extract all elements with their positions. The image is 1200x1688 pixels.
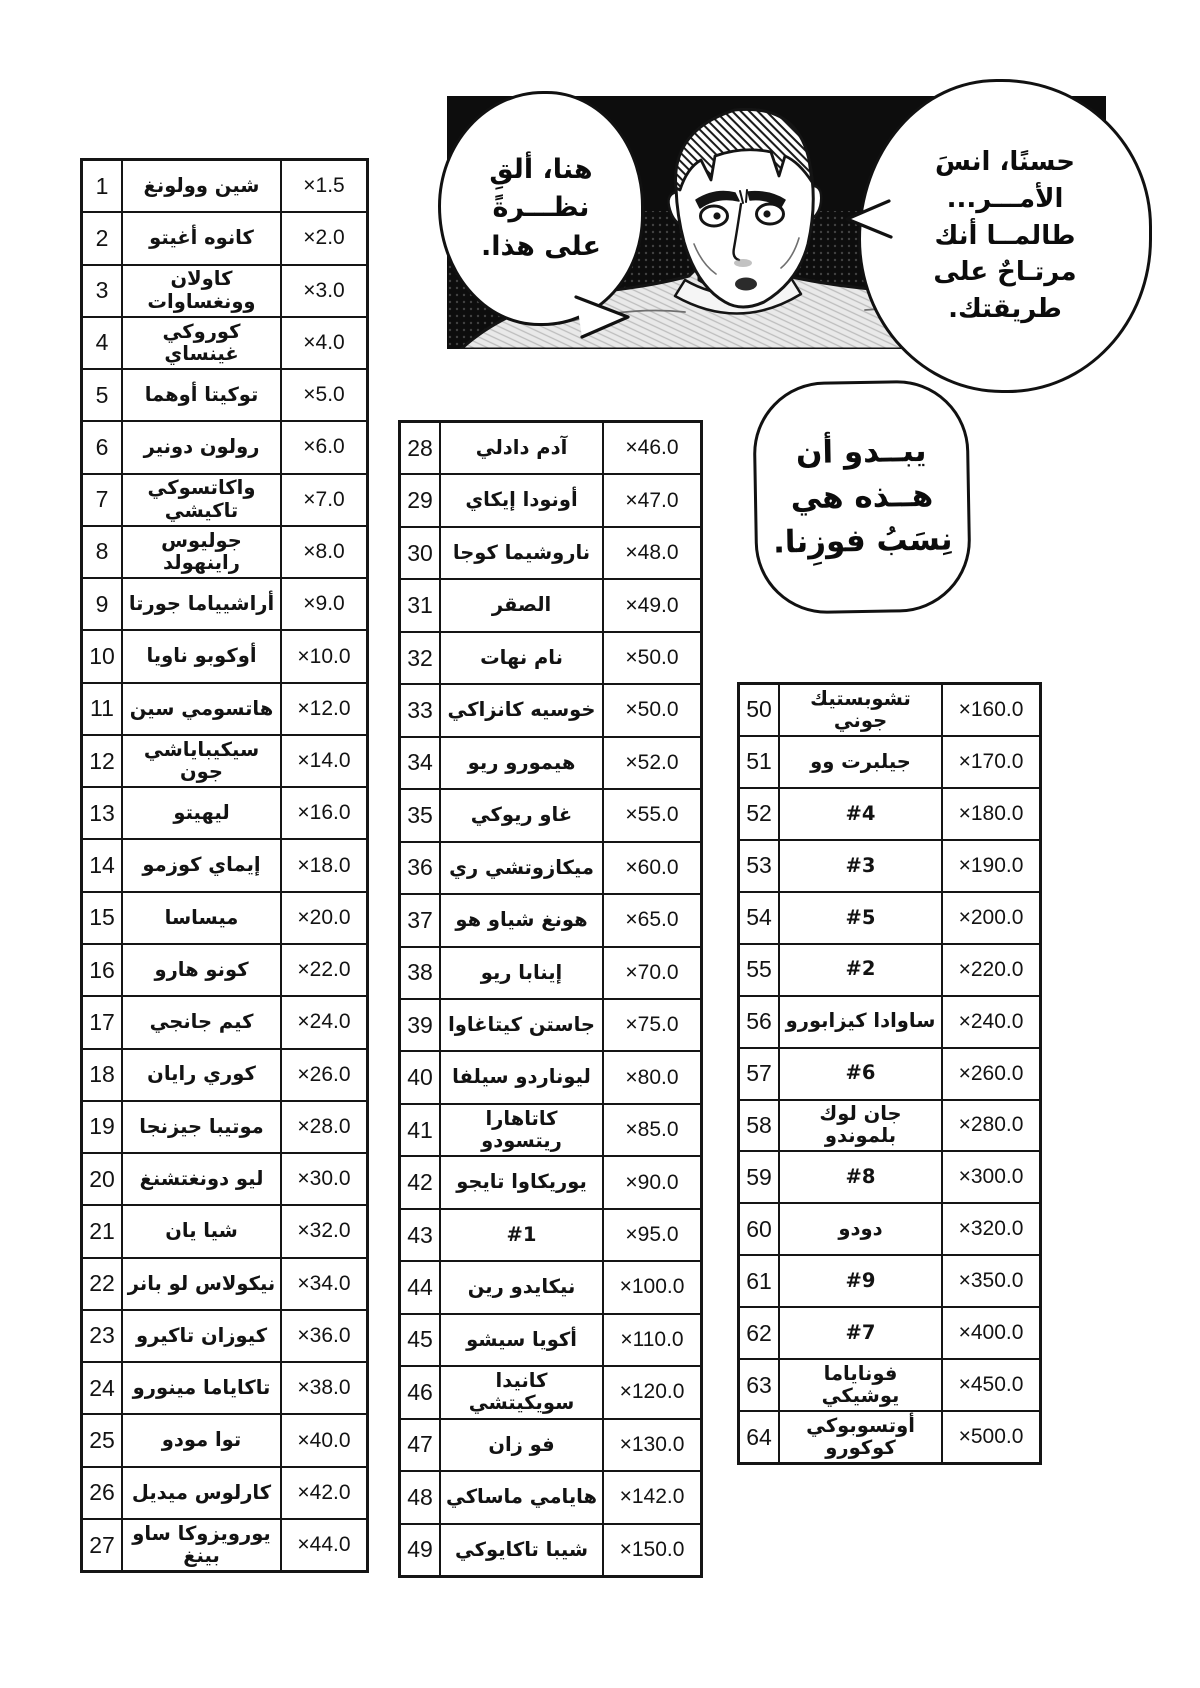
multiplier-cell: ×3.0: [303, 278, 345, 302]
table-row: [83, 1413, 366, 1465]
speech-bubble-right-text: [933, 144, 1076, 329]
name-cell: فو زان: [439, 1420, 604, 1470]
table-row: [83, 1361, 366, 1413]
rank-cell: 22: [89, 1270, 115, 1297]
rank-cell: 43: [407, 1221, 433, 1248]
table-row: [401, 526, 700, 578]
table-row: [740, 839, 1039, 891]
table-row: [401, 631, 700, 683]
rank-cell: 33: [407, 696, 433, 723]
rank-cell: 37: [407, 906, 433, 933]
name-cell: ناروشيما كوجا: [439, 528, 604, 578]
name-cell: غاو ريوكي: [439, 790, 604, 840]
name-cell: كوروكي غينساي: [121, 318, 282, 368]
multiplier-cell: ×52.0: [625, 750, 679, 774]
multiplier-cell: ×5.0: [303, 383, 345, 407]
table-row: [401, 736, 700, 788]
name-cell: كانوه أغيتو: [121, 213, 282, 263]
table-row: [401, 423, 700, 473]
table-row: [83, 577, 366, 629]
name-cell: توكيتا أوهما: [121, 370, 282, 420]
table-row: [401, 473, 700, 525]
name-cell: كوري رايان: [121, 1050, 282, 1100]
rank-cell: 46: [407, 1378, 433, 1405]
rank-cell: 62: [746, 1319, 772, 1346]
multiplier-cell: ×4.0: [303, 330, 345, 354]
table-row: [83, 786, 366, 838]
multiplier-cell: ×60.0: [625, 855, 679, 879]
text-line: على هذا.: [480, 230, 601, 262]
rank-cell: 53: [746, 852, 772, 879]
name-cell: كونو هارو: [121, 945, 282, 995]
table-row: [83, 525, 366, 577]
speech-bubble-left-text: [481, 151, 601, 266]
name-cell: أونودا إيكاي: [439, 475, 604, 525]
multiplier-cell: ×280.0: [958, 1113, 1024, 1137]
name-cell: ليهيتو: [121, 788, 282, 838]
table-row: [740, 1202, 1039, 1254]
table-row: [83, 1466, 366, 1518]
rank-cell: 44: [407, 1273, 433, 1300]
multiplier-cell: ×130.0: [619, 1432, 685, 1456]
multiplier-cell: ×150.0: [619, 1537, 685, 1561]
name-cell: أراشيياما جورتا: [121, 579, 282, 629]
multiplier-cell: ×20.0: [297, 905, 351, 929]
name-cell: أوكوبو ناويا: [121, 631, 282, 681]
table-row: [401, 1313, 700, 1365]
name-cell: رولون دونير: [121, 422, 282, 472]
name-cell: أوتسوبوكي كوكورو: [778, 1412, 943, 1462]
name-cell: هاتسومي سين: [121, 684, 282, 734]
name-cell: هيمورو ريو: [439, 738, 604, 788]
name-cell: سيكيباياشي جون: [121, 736, 282, 786]
multiplier-cell: ×18.0: [297, 853, 351, 877]
rank-cell: 27: [89, 1531, 115, 1558]
rank-cell: 49: [407, 1536, 433, 1563]
table-row: [83, 943, 366, 995]
table-row: [83, 995, 366, 1047]
table-row: [401, 1208, 700, 1260]
table-row: [83, 316, 366, 368]
name-cell: كيم جانجي: [121, 997, 282, 1047]
table-row: [401, 683, 700, 735]
rank-cell: 12: [89, 747, 115, 774]
name-cell: توا مودو: [121, 1415, 282, 1465]
multiplier-cell: ×350.0: [958, 1269, 1024, 1293]
name-cell: كاتاهارا ريتسودو: [439, 1105, 604, 1155]
win-rates-table-2: [398, 420, 703, 1578]
multiplier-cell: ×40.0: [297, 1428, 351, 1452]
table-row: [401, 1103, 700, 1155]
rank-cell: 34: [407, 749, 433, 776]
rank-cell: 18: [89, 1061, 115, 1088]
multiplier-cell: ×240.0: [958, 1009, 1024, 1033]
name-cell: #6: [778, 1049, 943, 1099]
rank-cell: 32: [407, 644, 433, 671]
name-cell: كيوزان تاكيرو: [121, 1311, 282, 1361]
rank-cell: 1: [95, 172, 109, 199]
rank-cell: 20: [89, 1165, 115, 1192]
name-cell: نيكولاس لو بانر: [121, 1259, 282, 1309]
rank-cell: 48: [407, 1483, 433, 1510]
rank-cell: 5: [95, 381, 109, 408]
multiplier-cell: ×65.0: [625, 908, 679, 932]
name-cell: #9: [778, 1256, 943, 1306]
name-cell: ميكازوتشي ري: [439, 843, 604, 893]
table-row: [401, 1155, 700, 1207]
multiplier-cell: ×28.0: [297, 1114, 351, 1138]
name-cell: جاستن كيتاغاوا: [439, 1000, 604, 1050]
rank-cell: 59: [746, 1163, 772, 1190]
name-cell: هايامي ماساكي: [439, 1472, 604, 1522]
rank-cell: 14: [89, 852, 115, 879]
table-row: [401, 788, 700, 840]
multiplier-cell: ×80.0: [625, 1065, 679, 1089]
win-rates-table-3: [737, 682, 1042, 1465]
speech-bubble-left: [438, 91, 644, 326]
rank-cell: 57: [746, 1060, 772, 1087]
name-cell: موتيبا جيزنجا: [121, 1102, 282, 1152]
table-row: [83, 682, 366, 734]
multiplier-cell: ×190.0: [958, 853, 1024, 877]
text-line: هنا، ألقِ: [489, 154, 593, 185]
table-row: [83, 891, 366, 943]
name-cell: خوسيه كانزاكي: [439, 685, 604, 735]
multiplier-cell: ×14.0: [297, 749, 351, 773]
rank-cell: 35: [407, 801, 433, 828]
rank-cell: 40: [407, 1064, 433, 1091]
rank-cell: 13: [89, 799, 115, 826]
table-row: [740, 685, 1039, 735]
table-row: [83, 420, 366, 472]
name-cell: آدم دادلي: [439, 423, 604, 473]
name-cell: يورويزوكا ساو بينغ: [121, 1520, 282, 1570]
multiplier-cell: ×120.0: [619, 1380, 685, 1404]
rank-cell: 28: [407, 434, 433, 461]
name-cell: دودو: [778, 1204, 943, 1254]
table-row: [740, 1306, 1039, 1358]
multiplier-cell: ×7.0: [303, 487, 345, 511]
name-cell: #4: [778, 789, 943, 839]
rank-cell: 60: [746, 1215, 772, 1242]
multiplier-cell: ×180.0: [958, 801, 1024, 825]
table-row: [83, 211, 366, 263]
multiplier-cell: ×30.0: [297, 1167, 351, 1191]
table-row: [740, 1254, 1039, 1306]
name-cell: نيكايدو رين: [439, 1262, 604, 1312]
rank-cell: 55: [746, 956, 772, 983]
name-cell: كارلوس ميديل: [121, 1468, 282, 1518]
rank-cell: 24: [89, 1374, 115, 1401]
table-row: [401, 1523, 700, 1575]
multiplier-cell: ×42.0: [297, 1480, 351, 1504]
table-row: [401, 1418, 700, 1470]
table-row: [401, 946, 700, 998]
table-row: [740, 1358, 1039, 1410]
table-row: [740, 787, 1039, 839]
name-cell: جان لوك بلموندو: [778, 1101, 943, 1151]
rank-cell: 64: [746, 1423, 772, 1450]
name-cell: تاكاياما مينورو: [121, 1363, 282, 1413]
multiplier-cell: ×12.0: [297, 696, 351, 720]
table-row: [83, 1048, 366, 1100]
name-cell: #3: [778, 841, 943, 891]
multiplier-cell: ×220.0: [958, 957, 1024, 981]
multiplier-cell: ×75.0: [625, 1013, 679, 1037]
table-row: [83, 734, 366, 786]
multiplier-cell: ×9.0: [303, 592, 345, 616]
multiplier-cell: ×8.0: [303, 539, 345, 563]
table-row: [401, 893, 700, 945]
table-row: [83, 838, 366, 890]
rank-cell: 51: [746, 748, 772, 775]
multiplier-cell: ×34.0: [297, 1271, 351, 1295]
rank-cell: 19: [89, 1113, 115, 1140]
table-row: [401, 1470, 700, 1522]
table-row: [83, 1204, 366, 1256]
name-cell: كانيدا سويكيتشي: [439, 1367, 604, 1417]
table-row: [401, 841, 700, 893]
rank-cell: 58: [746, 1111, 772, 1138]
name-cell: كاولان وونغساوات: [121, 266, 282, 316]
name-cell: الصقر: [439, 580, 604, 630]
win-rates-table-1: [80, 158, 369, 1573]
table-row: [740, 995, 1039, 1047]
rank-cell: 4: [95, 329, 109, 356]
rank-cell: 17: [89, 1008, 115, 1035]
multiplier-cell: ×55.0: [625, 803, 679, 827]
table-row: [740, 1150, 1039, 1202]
multiplier-cell: ×32.0: [297, 1219, 351, 1243]
multiplier-cell: ×1.5: [303, 174, 345, 198]
rank-cell: 3: [95, 277, 109, 304]
name-cell: إينابا ريو: [439, 948, 604, 998]
speech-bubble-left-tail-icon: [572, 295, 634, 341]
caption-bubble-text: [771, 428, 953, 566]
multiplier-cell: ×49.0: [625, 593, 679, 617]
name-cell: فوناياما يوشيكي: [778, 1360, 943, 1410]
rank-cell: 23: [89, 1322, 115, 1349]
name-cell: نام نهات: [439, 633, 604, 683]
table-row: [401, 1365, 700, 1417]
name-cell: #7: [778, 1308, 943, 1358]
rank-cell: 21: [89, 1217, 115, 1244]
multiplier-cell: ×10.0: [297, 644, 351, 668]
name-cell: واكاتسوكي تاكيشي: [121, 475, 282, 525]
multiplier-cell: ×450.0: [958, 1373, 1024, 1397]
table-row: [83, 1309, 366, 1361]
multiplier-cell: ×38.0: [297, 1376, 351, 1400]
multiplier-cell: ×170.0: [958, 749, 1024, 773]
name-cell: ميساسا: [121, 893, 282, 943]
rank-cell: 30: [407, 539, 433, 566]
name-cell: هونغ شياو هو: [439, 895, 604, 945]
multiplier-cell: ×44.0: [297, 1533, 351, 1557]
rank-cell: 6: [95, 433, 109, 460]
name-cell: شين وولونغ: [121, 161, 282, 211]
table-row: [83, 161, 366, 211]
text-line: مرتـاحٌ على: [933, 257, 1077, 288]
name-cell: ليوناردو سيلفا: [439, 1052, 604, 1102]
table-row: [740, 891, 1039, 943]
multiplier-cell: ×50.0: [625, 646, 679, 670]
rank-cell: 2: [95, 224, 109, 251]
multiplier-cell: ×110.0: [620, 1327, 684, 1351]
rank-cell: 52: [746, 800, 772, 827]
name-cell: تشوبستيك جوني: [778, 685, 943, 735]
multiplier-cell: ×85.0: [625, 1118, 679, 1142]
speech-bubble-right: [858, 79, 1152, 393]
multiplier-cell: ×50.0: [625, 698, 679, 722]
rank-cell: 47: [407, 1431, 433, 1458]
rank-cell: 42: [407, 1169, 433, 1196]
rank-cell: 56: [746, 1008, 772, 1035]
name-cell: شيا يان: [121, 1206, 282, 1256]
table-row: [83, 1100, 366, 1152]
text-line: طريقتك.: [948, 294, 1062, 325]
table-row: [83, 1152, 366, 1204]
multiplier-cell: ×6.0: [303, 435, 345, 459]
rank-cell: 16: [89, 956, 115, 983]
multiplier-cell: ×22.0: [297, 958, 351, 982]
name-cell: #8: [778, 1152, 943, 1202]
multiplier-cell: ×90.0: [625, 1170, 679, 1194]
table-row: [83, 1257, 366, 1309]
rank-cell: 8: [95, 538, 109, 565]
multiplier-cell: ×160.0: [958, 697, 1024, 721]
rank-cell: 10: [89, 643, 115, 670]
name-cell: #2: [778, 945, 943, 995]
name-cell: إيماي كوزمو: [121, 840, 282, 890]
text-line: الأمـــر...: [946, 183, 1064, 214]
rank-cell: 29: [407, 487, 433, 514]
multiplier-cell: ×47.0: [625, 488, 679, 512]
multiplier-cell: ×70.0: [625, 960, 679, 984]
multiplier-cell: ×100.0: [619, 1275, 685, 1299]
rank-cell: 26: [89, 1479, 115, 1506]
text-line: هــذه هي: [790, 477, 934, 516]
multiplier-cell: ×95.0: [625, 1223, 679, 1247]
text-line: نِسَبُ فوزِنا.: [772, 521, 953, 562]
multiplier-cell: ×400.0: [958, 1321, 1024, 1345]
table-row: [740, 1047, 1039, 1099]
rank-cell: 15: [89, 904, 115, 931]
rank-cell: 41: [407, 1116, 433, 1143]
rank-cell: 61: [746, 1267, 772, 1294]
rank-cell: 54: [746, 904, 772, 931]
rank-cell: 9: [95, 590, 109, 617]
table-row: [83, 264, 366, 316]
multiplier-cell: ×200.0: [958, 905, 1024, 929]
table-row: [740, 1410, 1039, 1462]
name-cell: أكويا سيشو: [439, 1315, 604, 1365]
name-cell: يوريكاوا تايجو: [439, 1157, 604, 1207]
table-row: [740, 943, 1039, 995]
multiplier-cell: ×260.0: [958, 1061, 1024, 1085]
multiplier-cell: ×320.0: [958, 1217, 1024, 1241]
rank-cell: 45: [407, 1326, 433, 1353]
table-row: [401, 1050, 700, 1102]
multiplier-cell: ×142.0: [619, 1485, 685, 1509]
multiplier-cell: ×46.0: [625, 436, 679, 460]
rank-cell: 39: [407, 1011, 433, 1038]
name-cell: جوليوس راينهولد: [121, 527, 282, 577]
rank-cell: 11: [90, 695, 114, 722]
table-row: [401, 578, 700, 630]
caption-bubble: [752, 379, 972, 615]
table-row: [83, 368, 366, 420]
multiplier-cell: ×2.0: [303, 226, 345, 250]
speech-bubble-right-tail-icon: [843, 199, 895, 241]
rank-cell: 63: [746, 1371, 772, 1398]
table-row: [83, 473, 366, 525]
table-row: [83, 1518, 366, 1570]
table-row: [83, 629, 366, 681]
multiplier-cell: ×16.0: [297, 801, 351, 825]
text-line: طالمــا أنك: [934, 220, 1076, 251]
multiplier-cell: ×24.0: [297, 1010, 351, 1034]
rank-cell: 25: [89, 1427, 115, 1453]
rank-cell: 31: [407, 592, 433, 619]
multiplier-cell: ×500.0: [958, 1425, 1024, 1449]
table-row: [740, 1099, 1039, 1151]
table-row: [401, 1260, 700, 1312]
multiplier-cell: ×36.0: [297, 1323, 351, 1347]
multiplier-cell: ×26.0: [297, 1062, 351, 1086]
name-cell: #1: [439, 1210, 604, 1260]
rank-cell: 50: [746, 696, 772, 723]
table-row: [401, 998, 700, 1050]
table-row: [740, 735, 1039, 787]
multiplier-cell: ×300.0: [958, 1165, 1024, 1189]
text-line: يبــدو أن: [795, 432, 927, 471]
name-cell: #5: [778, 893, 943, 943]
rank-cell: 7: [95, 486, 109, 513]
rank-cell: 38: [407, 959, 433, 986]
name-cell: جيلبرت وو: [778, 737, 943, 787]
name-cell: ليو دونغتشنغ: [121, 1154, 282, 1204]
text-line: نظـــرةً: [492, 192, 590, 224]
name-cell: ساوادا كيزابورو: [778, 997, 943, 1047]
name-cell: شيبا تاكايوكي: [439, 1525, 604, 1575]
text-line: حسنًا، انسَ: [935, 146, 1075, 177]
multiplier-cell: ×48.0: [625, 541, 679, 565]
rank-cell: 36: [407, 854, 433, 881]
